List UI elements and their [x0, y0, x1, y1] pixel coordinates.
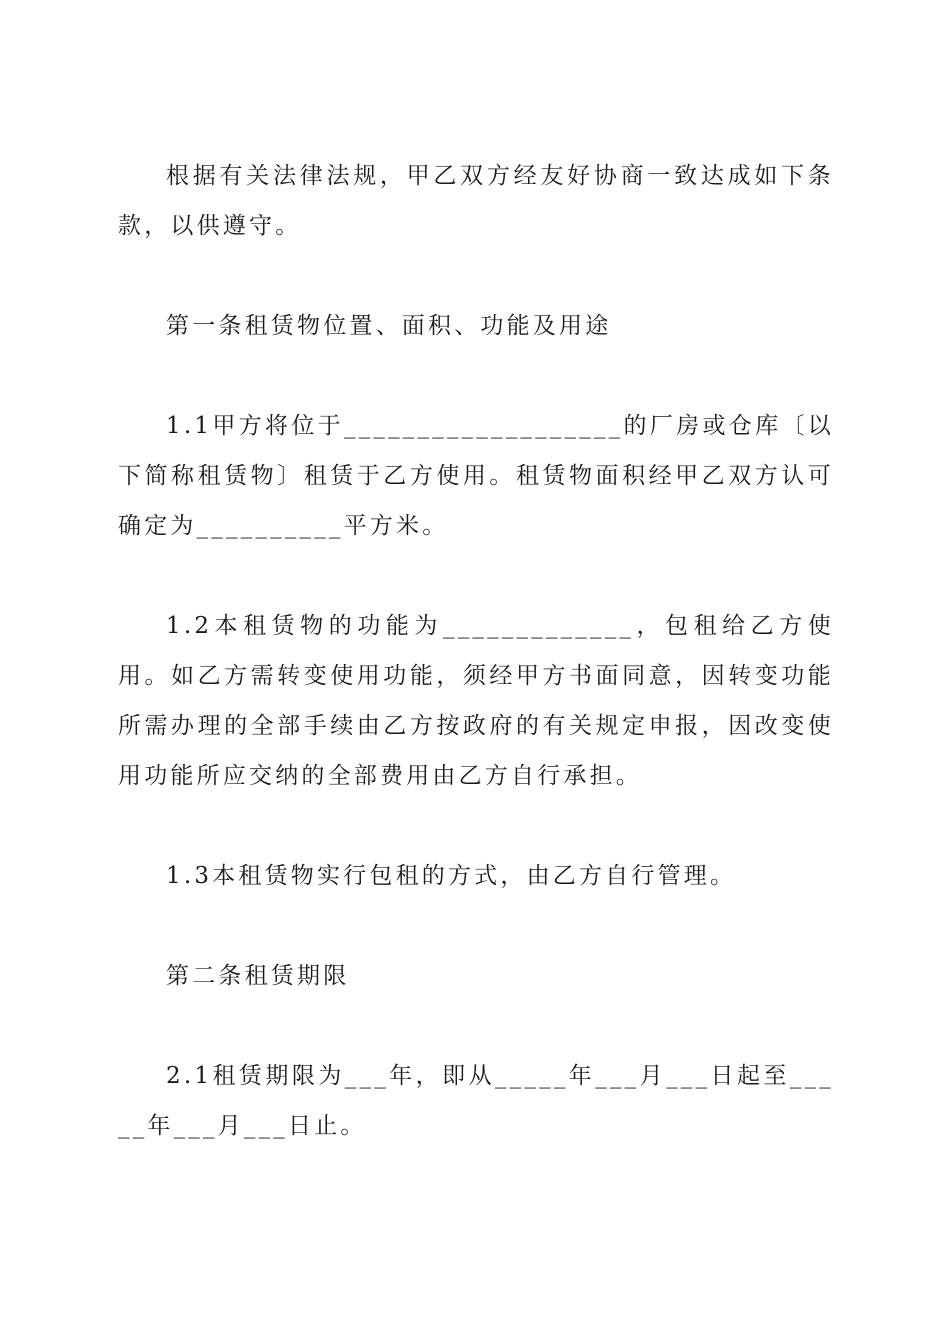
paragraph-clause-1-2: 1.2本租赁物的功能为_____________，包租给乙方使用。如乙方需转变使用功能，须经甲方书面同意，因转变功能所需办理的全部手续由乙方按政府的有关规定申报，因改变使用功能所应交纳的全部费用由乙方自行承担。: [118, 613, 834, 789]
document-page: [118, 0, 834, 1344]
paragraph-clause-2-1: 2.1租赁期限为___年，即从_____年___月___日起至_____年___月___日止。: [118, 1063, 834, 1139]
paragraph-preamble: 根据有关法律法规，甲乙双方经友好协商一致达成如下条款，以供遵守。: [118, 163, 834, 239]
heading-article-2: 第二条租赁期限: [166, 963, 350, 989]
paragraph-clause-1-1: 1.1甲方将位于___________________的厂房或仓库〔以下简称租赁物〕租赁于乙方使用。租赁物面积经甲乙双方认可确定为__________平方米。: [118, 413, 834, 539]
paragraph-clause-1-3: 1.3本租赁物实行包租的方式，由乙方自行管理。: [166, 863, 737, 889]
heading-article-1: 第一条租赁物位置、面积、功能及用途: [166, 313, 612, 339]
